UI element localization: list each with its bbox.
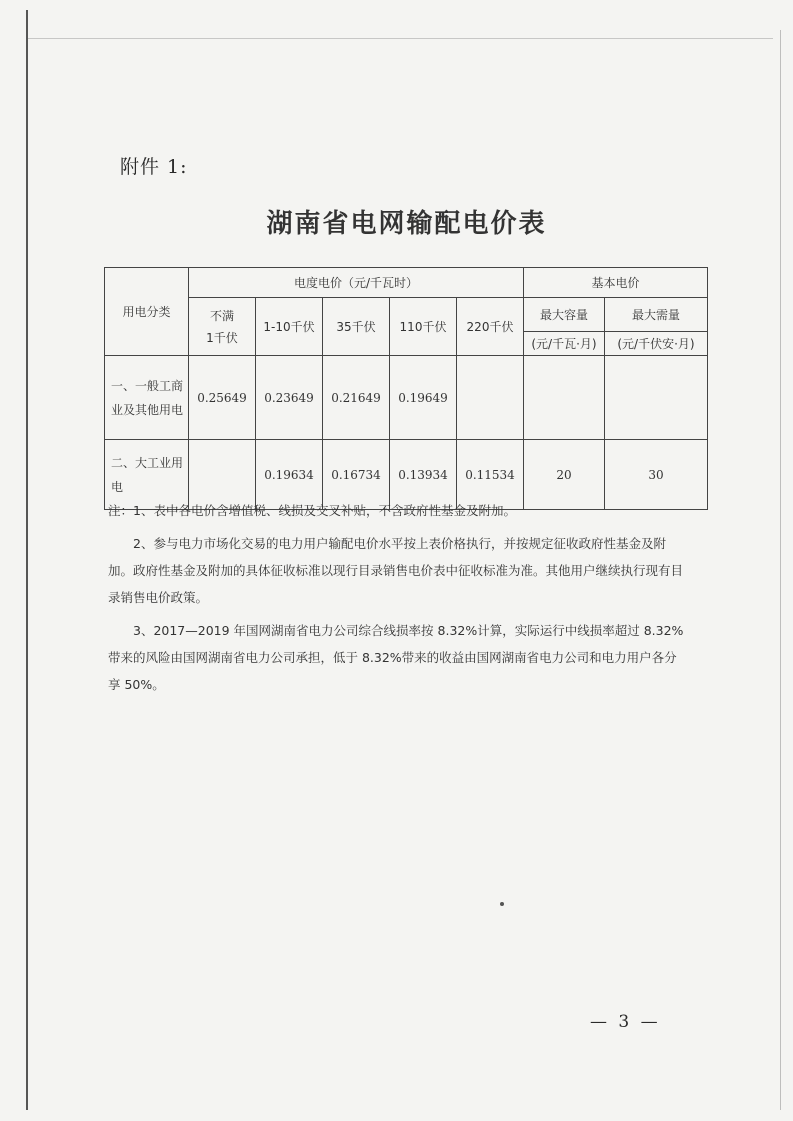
notes-section	[108, 497, 688, 704]
note-1: 注：1、表中各电价含增值税、线损及交叉补贴，不含政府性基金及附加。	[108, 503, 516, 518]
demand-cell	[605, 356, 708, 440]
row-category: 二、大工业用电	[105, 440, 189, 510]
voltage-header-35kv: 35千伏	[323, 298, 390, 356]
scan-edge-left	[26, 10, 28, 1110]
price-cell	[457, 356, 524, 440]
voltage-header-220kv: 220千伏	[457, 298, 524, 356]
max-demand-header: 最大需量	[605, 298, 708, 332]
basic-price-header: 基本电价	[524, 268, 708, 298]
energy-price-header: 电度电价（元/千瓦时）	[189, 268, 524, 298]
table-row	[105, 356, 708, 440]
price-cell: 0.19634	[256, 440, 323, 510]
demand-cell: 30	[605, 440, 708, 510]
voltage-header-1-10kv: 1-10千伏	[256, 298, 323, 356]
price-cell: 0.13934	[390, 440, 457, 510]
scan-edge-right	[780, 30, 781, 1110]
scan-speck	[500, 902, 504, 906]
capacity-cell	[524, 356, 605, 440]
note-3: 3、2017—2019 年国网湖南省电力公司综合线损率按 8.32%计算，实际运行中线损率超过 8.32%带来的风险由国网湖南省电力公司承担，低于 8.32%带来的收益由国网湖南省电力公司和电力用户各分享 50%。	[108, 623, 684, 692]
max-demand-unit: (元/千伏安·月)	[605, 332, 708, 356]
price-cell: 0.19649	[390, 356, 457, 440]
attachment-label: 附件 1:	[120, 156, 188, 178]
row-category: 一、一般工商业及其他用电	[105, 356, 189, 440]
price-cell: 0.16734	[323, 440, 390, 510]
max-capacity-header: 最大容量	[524, 298, 605, 332]
voltage-header-110kv: 110千伏	[390, 298, 457, 356]
note-2: 2、参与电力市场化交易的电力用户输配电价水平按上表价格执行，并按规定征收政府性基金及附加。政府性基金及附加的具体征收标准以现行目录销售电价表中征收标准为准。其他用户继续执行现有目录销售电价政策。	[108, 536, 684, 605]
max-capacity-unit: (元/千瓦·月)	[524, 332, 605, 356]
voltage-header-under-1kv: 不满 1千伏	[189, 298, 256, 356]
document-title: 湖南省电网输配电价表	[266, 209, 547, 239]
price-cell: 0.11534	[457, 440, 524, 510]
scan-edge-top	[28, 38, 773, 39]
price-cell: 0.25649	[189, 356, 256, 440]
price-table	[104, 267, 708, 510]
page-number: — 3 —	[590, 1012, 661, 1032]
capacity-cell: 20	[524, 440, 605, 510]
category-header: 用电分类	[105, 268, 189, 356]
price-cell: 0.23649	[256, 356, 323, 440]
price-cell: 0.21649	[323, 356, 390, 440]
